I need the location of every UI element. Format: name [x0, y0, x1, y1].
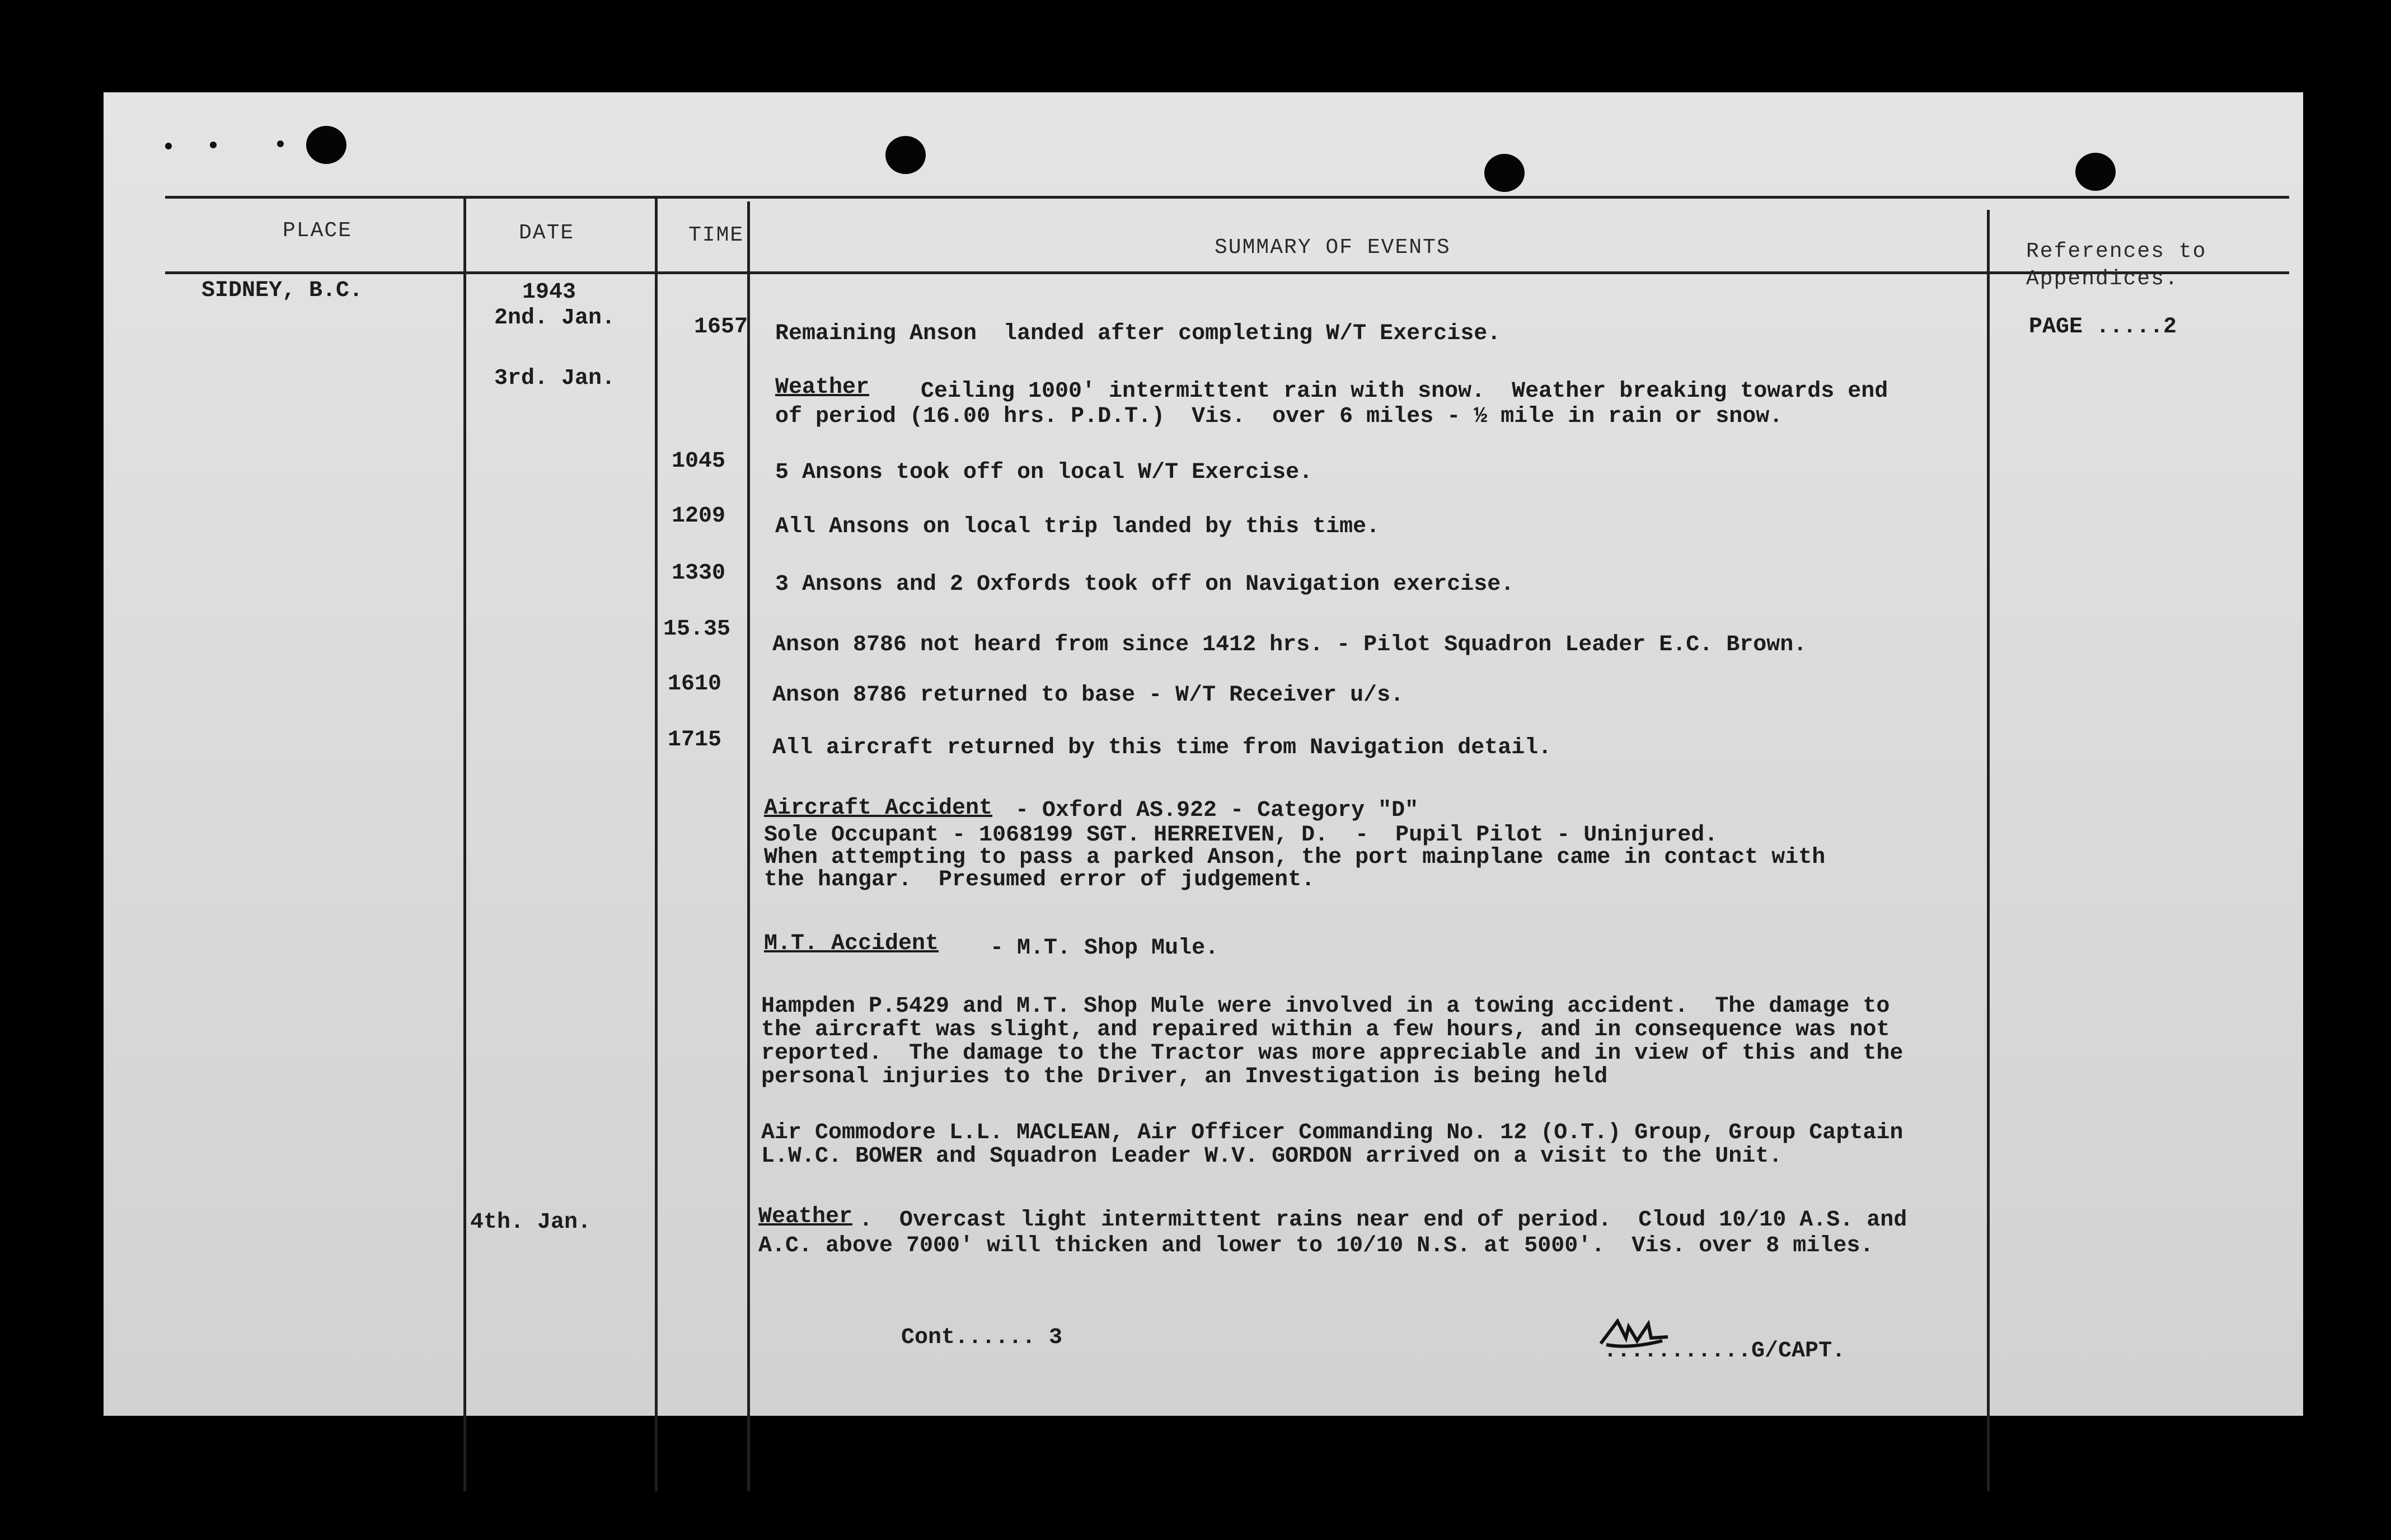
header-time: TIME	[688, 223, 744, 247]
header-date: DATE	[519, 221, 575, 245]
punch-hole	[1484, 154, 1525, 192]
hampden-line: the aircraft was slight, and repaired within a few hours, and in consequence was not	[761, 1017, 1890, 1043]
column-rule-summary	[1987, 210, 1990, 1491]
weather-heading: Weather	[775, 375, 870, 400]
header-references: References to	[2026, 240, 2207, 264]
date-year: 1943	[522, 280, 576, 305]
header-summary: SUMMARY OF EVENTS	[1215, 236, 1451, 260]
visit-line: Air Commodore L.L. MACLEAN, Air Officer Commanding No. 12 (O.T.) Group, Group Captain	[761, 1120, 1904, 1145]
time-entry: 1715	[668, 727, 722, 753]
punch-hole	[885, 136, 926, 174]
mt-accident-heading: M.T. Accident	[764, 931, 939, 956]
place-name: SIDNEY, B.C.	[201, 278, 363, 303]
event-text: 3 Ansons and 2 Oxfords took off on Navigation exercise.	[775, 572, 1515, 597]
signoff: ...........G/CAPT.	[1604, 1339, 1846, 1364]
weather-line: of period (16.00 hrs. P.D.T.) Vis. over 6 miles - ½ mile in rain or snow.	[775, 404, 1783, 429]
date-3rd-jan: 3rd. Jan.	[494, 366, 616, 391]
speck	[165, 143, 172, 149]
hampden-line: personal injuries to the Driver, an Investigation is being held	[761, 1064, 1608, 1090]
aircraft-accident-heading: Aircraft Accident	[764, 796, 993, 821]
aircraft-accident-line: - Oxford AS.922 - Category "D"	[1002, 798, 1419, 823]
column-rule-place	[463, 196, 466, 1491]
time-entry: 1209	[672, 504, 726, 529]
date-2nd-jan: 2nd. Jan.	[494, 306, 616, 331]
date-4th-jan: 4th. Jan.	[470, 1210, 592, 1235]
continued-note: Cont...... 3	[901, 1325, 1063, 1350]
punch-hole	[306, 126, 346, 164]
weather-line-4th: A.C. above 7000' will thicken and lower to 10/10 N.S. at 5000'. Vis. over 8 miles.	[758, 1233, 1874, 1259]
speck	[210, 142, 217, 148]
hampden-line: reported. The damage to the Tractor was more appreciable and in view of this and the	[761, 1041, 1904, 1066]
aircraft-accident-line: When attempting to pass a parked Anson, the port mainplane came in contact with	[764, 845, 1826, 870]
header-bottom-rule	[165, 271, 2289, 274]
header-appendices: Appendices.	[2026, 267, 2179, 291]
event-text: Remaining Anson landed after completing W/T Exercise.	[775, 321, 1501, 346]
event-text: Anson 8786 returned to base - W/T Receiver u/s.	[772, 683, 1404, 708]
weather-heading-4th: Weather	[758, 1204, 853, 1229]
hampden-line: Hampden P.5429 and M.T. Shop Mule were involved in a towing accident. The damage to	[761, 994, 1890, 1019]
punch-hole	[2075, 153, 2116, 191]
time-entry: 1045	[672, 449, 726, 474]
war-diary-page	[104, 92, 2303, 1416]
weather-line: Ceiling 1000' intermittent rain with snow. Weather breaking towards end	[921, 379, 1888, 404]
time-entry: 15.35	[663, 617, 731, 642]
weather-line-4th: . Overcast light intermittent rains near end of period. Cloud 10/10 A.S. and	[859, 1208, 1907, 1233]
visit-line: L.W.C. BOWER and Squadron Leader W.V. GORDON arrived on a visit to the Unit.	[761, 1144, 1783, 1169]
aircraft-accident-line: the hangar. Presumed error of judgement.	[764, 867, 1315, 893]
event-text: 5 Ansons took off on local W/T Exercise.	[775, 460, 1313, 485]
time-entry: 1657	[694, 314, 748, 340]
event-text: Anson 8786 not heard from since 1412 hrs. - Pilot Squadron Leader E.C. Brown.	[772, 632, 1807, 658]
column-rule-date	[655, 199, 658, 1491]
time-entry: 1330	[672, 561, 726, 586]
event-text: All aircraft returned by this time from Navigation detail.	[772, 735, 1552, 760]
event-text: All Ansons on local trip landed by this time.	[775, 514, 1380, 539]
speck	[277, 140, 284, 147]
time-entry: 1610	[668, 672, 722, 697]
aircraft-accident-line: Sole Occupant - 1068199 SGT. HERREIVEN, D. - Pupil Pilot - Uninjured.	[764, 823, 1718, 848]
column-rule-time	[747, 201, 750, 1491]
mt-accident-line: - M.T. Shop Mule.	[950, 936, 1219, 961]
header-place: PLACE	[283, 219, 353, 243]
header-top-rule	[165, 196, 2289, 199]
page-reference: PAGE .....2	[2029, 314, 2177, 340]
